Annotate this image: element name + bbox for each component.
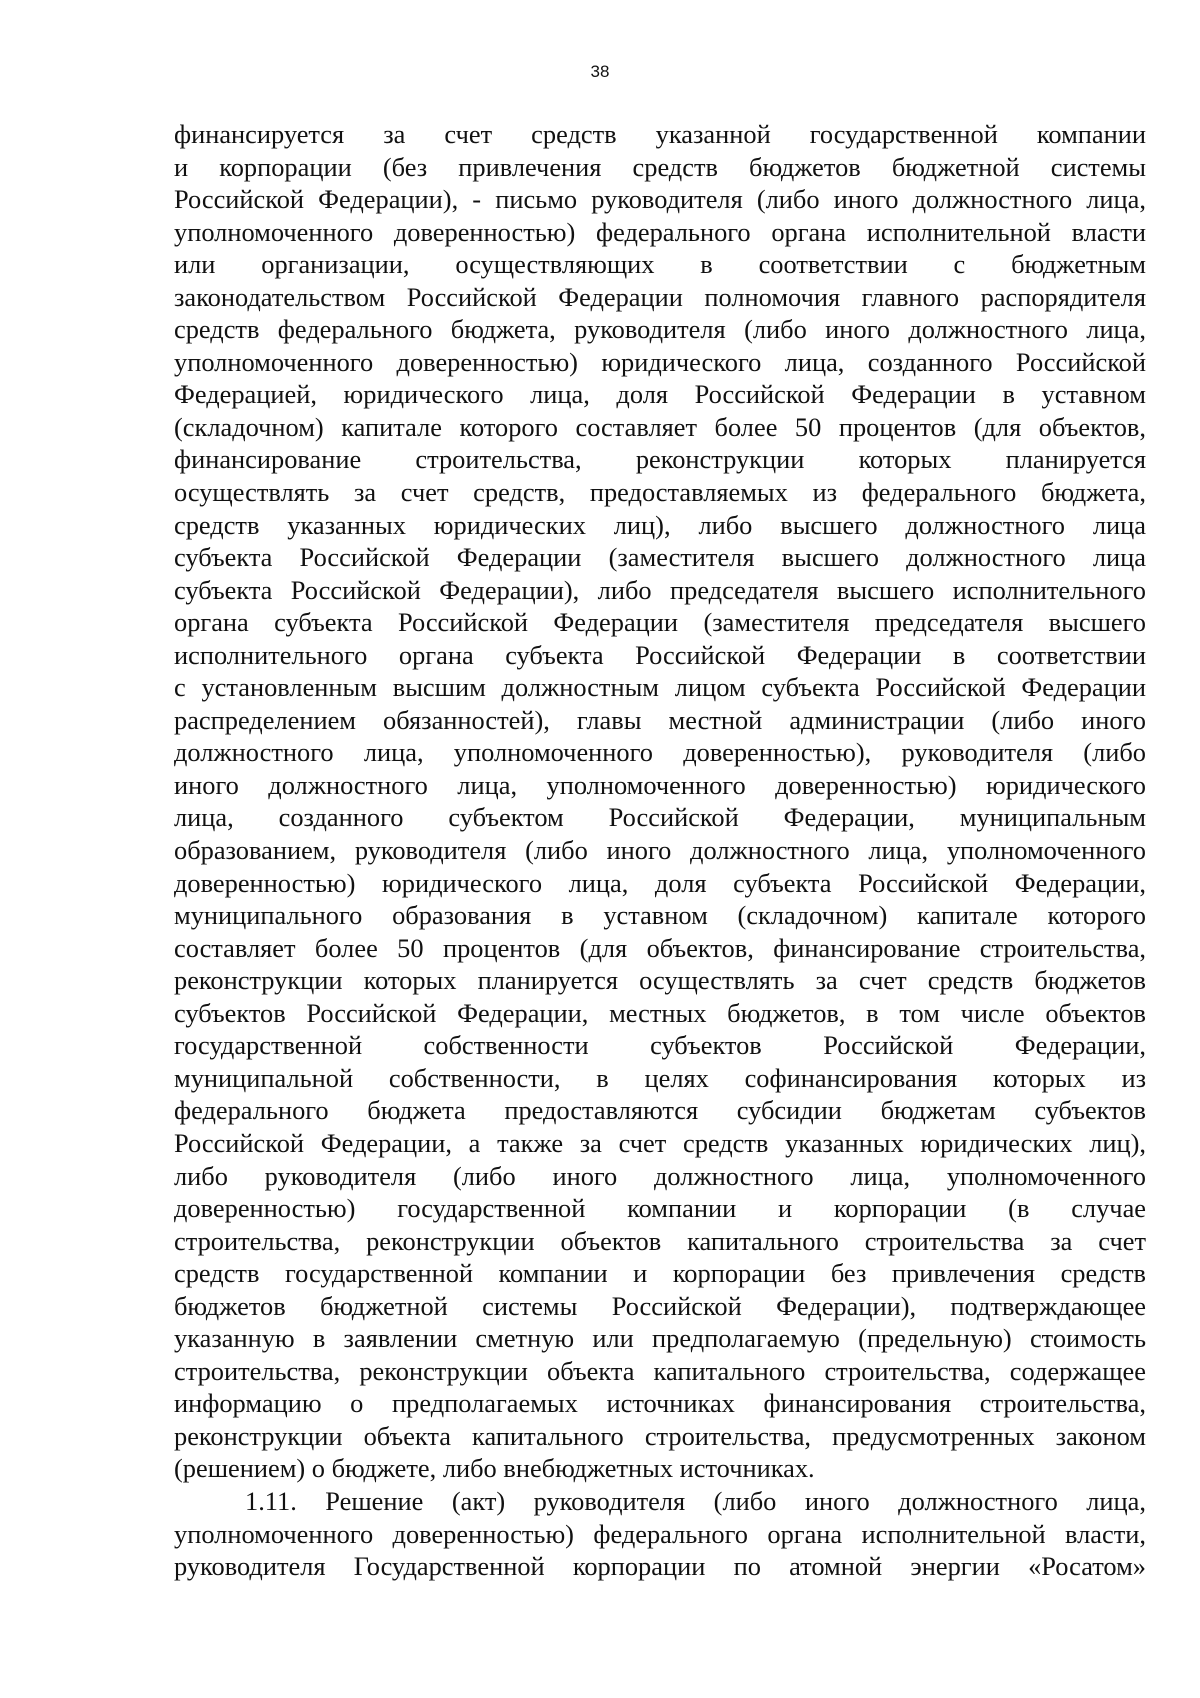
- text-line: или организации, осуществляющих в соответствии с бюджетным: [174, 249, 1146, 280]
- text-line: субъекта Российской Федерации (заместителя высшего должностного лица: [174, 542, 1146, 573]
- text-line: Российской Федерации), - письмо руководителя (либо иного должностного лица,: [174, 184, 1146, 215]
- text-line: распределением обязанностей), главы местной администрации (либо иного: [174, 704, 1146, 735]
- text-line: средств федерального бюджета, руководителя (либо иного должностного лица,: [174, 314, 1146, 345]
- page-number: 38: [590, 62, 610, 81]
- text-line: исполнительного органа субъекта Российской Федерации в соответствии: [174, 639, 1146, 670]
- text-line: должностного лица, уполномоченного доверенностью), руководителя (либо: [174, 737, 1146, 768]
- text-line: (решением) о бюджете, либо внебюджетных источниках.: [174, 1453, 815, 1484]
- text-line: средств указанных юридических лиц), либо высшего должностного лица: [174, 509, 1146, 540]
- text-line: руководителя Государственной корпорации по атомной энергии «Росатом»: [174, 1551, 1146, 1582]
- text-line: реконструкции объекта капитального строительства, предусмотренных законом: [174, 1420, 1146, 1451]
- text-line: государственной собственности субъектов Российской Федерации,: [174, 1030, 1146, 1061]
- text-line: осуществлять за счет средств, предоставляемых из федерального бюджета,: [174, 477, 1146, 508]
- text-line: указанную в заявлении сметную или предполагаемую (предельную) стоимость: [174, 1323, 1146, 1354]
- text-line: лица, созданного субъектом Российской Федерации, муниципальным: [174, 802, 1146, 833]
- text-line: федерального бюджета предоставляются субсидии бюджетам субъектов: [174, 1095, 1146, 1126]
- text-line: субъектов Российской Федерации, местных бюджетов, в том числе объектов: [174, 997, 1146, 1028]
- text-line: муниципальной собственности, в целях софинансирования которых из: [174, 1062, 1146, 1093]
- text-line: доверенностью) государственной компании и корпорации (в случае: [174, 1193, 1146, 1224]
- text-line: информацию о предполагаемых источниках финансирования строительства,: [174, 1388, 1146, 1419]
- text-line: субъекта Российской Федерации), либо председателя высшего исполнительного: [174, 574, 1146, 605]
- text-line: уполномоченного доверенностью) федерального органа исполнительной власти,: [174, 1518, 1146, 1549]
- text-line: доверенностью) юридического лица, доля субъекта Российской Федерации,: [174, 867, 1146, 898]
- text-line: либо руководителя (либо иного должностного лица, уполномоченного: [174, 1160, 1146, 1191]
- document-body: [174, 118, 1146, 1583]
- text-line: и корпорации (без привлечения средств бюджетов бюджетной системы: [174, 151, 1146, 182]
- text-line: составляет более 50 процентов (для объектов, финансирование строительства,: [174, 932, 1146, 963]
- text-line: бюджетов бюджетной системы Российской Федерации), подтверждающее: [174, 1290, 1146, 1321]
- text-line: (складочном) капитале которого составляет более 50 процентов (для объектов,: [174, 411, 1146, 442]
- text-line: органа субъекта Российской Федерации (заместителя председателя высшего: [174, 607, 1146, 638]
- text-line: уполномоченного доверенностью) юридического лица, созданного Российской: [174, 346, 1146, 377]
- text-line: финансирование строительства, реконструкции которых планируется: [174, 444, 1146, 475]
- text-line: строительства, реконструкции объекта капитального строительства, содержащее: [174, 1355, 1146, 1386]
- text-line: Российской Федерации, а также за счет средств указанных юридических лиц),: [174, 1127, 1146, 1158]
- text-line: средств государственной компании и корпорации без привлечения средств: [174, 1258, 1146, 1289]
- text-line: Федерацией, юридического лица, доля Российской Федерации в уставном: [174, 379, 1146, 410]
- text-line: строительства, реконструкции объектов капитального строительства за счет: [174, 1225, 1146, 1256]
- text-line: образованием, руководителя (либо иного должностного лица, уполномоченного: [174, 835, 1146, 866]
- text-line: уполномоченного доверенностью) федерального органа исполнительной власти: [174, 216, 1146, 247]
- text-line: муниципального образования в уставном (складочном) капитале которого: [174, 900, 1146, 931]
- text-line: финансируется за счет средств указанной государственной компании: [174, 119, 1146, 149]
- text-line: с установленным высшим должностным лицом субъекта Российской Федерации: [174, 672, 1146, 703]
- text-line: реконструкции которых планируется осуществлять за счет средств бюджетов: [174, 965, 1146, 996]
- text-line: иного должностного лица, уполномоченного доверенностью) юридического: [174, 769, 1146, 800]
- text-line: законодательством Российской Федерации полномочия главного распорядителя: [174, 281, 1146, 312]
- text-line-clause-start: 1.11. Решение (акт) руководителя (либо иного должностного лица,: [245, 1485, 1146, 1516]
